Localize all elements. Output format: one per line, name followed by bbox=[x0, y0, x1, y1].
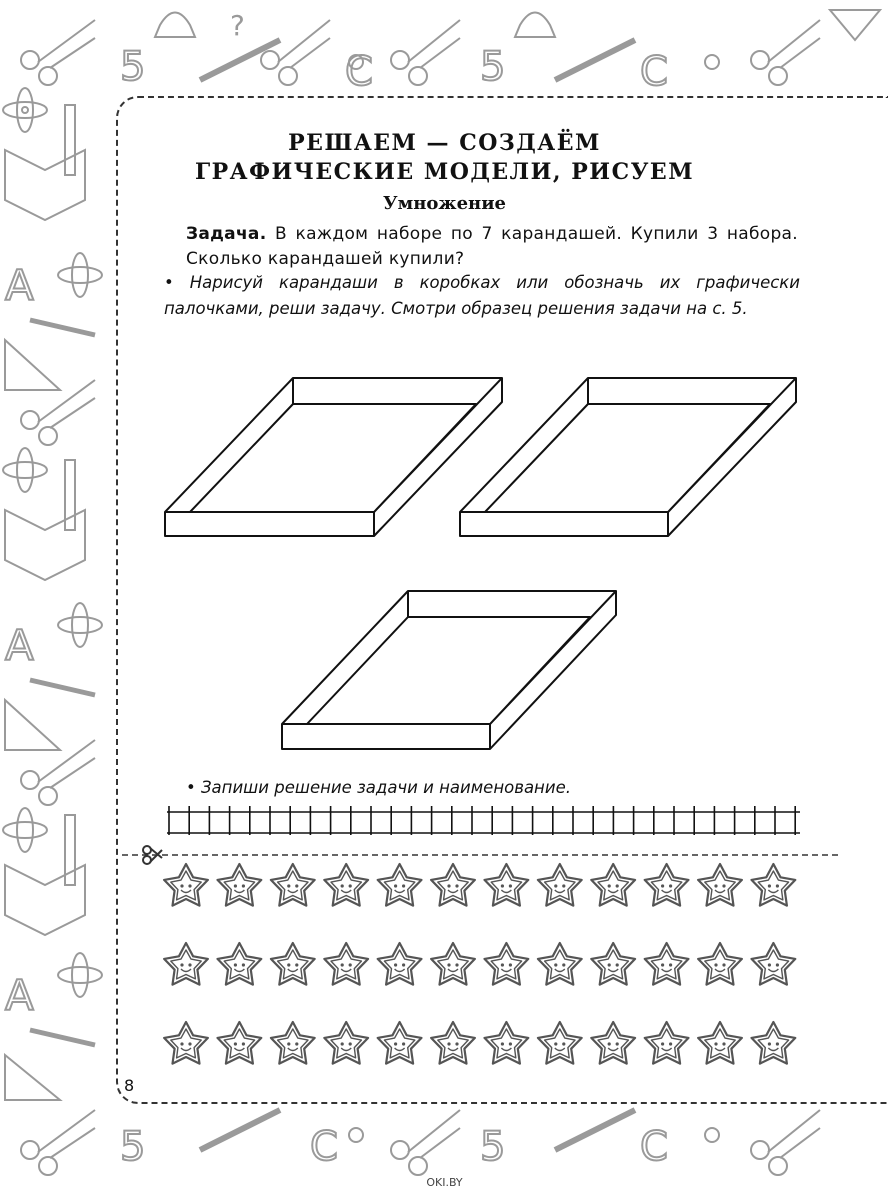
star-sticker[interactable] bbox=[538, 1022, 582, 1064]
star-sticker[interactable] bbox=[645, 943, 689, 985]
svg-text:A: A bbox=[5, 261, 34, 310]
page-title-line2: ГРАФИЧЕСКИЕ МОДЕЛИ, РИСУЕМ bbox=[194, 159, 695, 185]
star-sticker[interactable] bbox=[271, 864, 315, 906]
star-sticker[interactable] bbox=[378, 943, 422, 985]
star-sticker[interactable] bbox=[378, 1022, 422, 1064]
star-sticker[interactable] bbox=[324, 1022, 368, 1064]
svg-text:A: A bbox=[5, 971, 34, 1020]
svg-text:5: 5 bbox=[480, 1124, 506, 1170]
section-subtitle: Умножение bbox=[382, 193, 507, 214]
star-sticker[interactable] bbox=[698, 943, 742, 985]
star-sticker[interactable] bbox=[645, 864, 689, 906]
pencil-box-3[interactable] bbox=[282, 591, 616, 749]
star-sticker[interactable] bbox=[752, 864, 796, 906]
svg-text:5: 5 bbox=[480, 44, 506, 90]
answer-grid[interactable] bbox=[167, 806, 800, 835]
star-sticker[interactable] bbox=[431, 943, 475, 985]
star-sticker[interactable] bbox=[271, 943, 315, 985]
star-sticker[interactable] bbox=[218, 1022, 262, 1064]
star-sticker[interactable] bbox=[752, 943, 796, 985]
svg-text:C: C bbox=[640, 49, 668, 95]
star-sticker[interactable] bbox=[164, 943, 208, 985]
watermark: OKI.BY bbox=[426, 1176, 463, 1189]
star-sticker[interactable] bbox=[324, 943, 368, 985]
svg-text:C: C bbox=[310, 1124, 338, 1170]
page-number: 8 bbox=[124, 1076, 135, 1095]
svg-text:C: C bbox=[345, 49, 373, 95]
star-sticker[interactable] bbox=[591, 1022, 635, 1064]
star-sticker[interactable] bbox=[698, 1022, 742, 1064]
svg-text:5: 5 bbox=[120, 1124, 146, 1170]
star-sticker[interactable] bbox=[485, 943, 529, 985]
svg-text:?: ? bbox=[230, 9, 245, 42]
star-stickers bbox=[164, 864, 795, 1064]
star-sticker[interactable] bbox=[431, 1022, 475, 1064]
pencil-box-2[interactable] bbox=[460, 378, 796, 536]
svg-text:A: A bbox=[5, 621, 34, 670]
star-sticker[interactable] bbox=[218, 943, 262, 985]
pencil-box-1[interactable] bbox=[165, 378, 502, 536]
star-sticker[interactable] bbox=[698, 864, 742, 906]
star-sticker[interactable] bbox=[538, 943, 582, 985]
instruction-draw: • Нарисуй карандаши в коробках или обозначь их графически палочками, реши задачу. Смотри образец решения задачи на с. 5. bbox=[164, 273, 800, 318]
star-sticker[interactable] bbox=[164, 1022, 208, 1064]
instruction-write: • Запиши решение задачи и наименование. bbox=[186, 778, 571, 797]
star-sticker[interactable] bbox=[271, 1022, 315, 1064]
star-sticker[interactable] bbox=[485, 1022, 529, 1064]
star-sticker[interactable] bbox=[218, 864, 262, 906]
page-title-line1: РЕШАЕМ — СОЗДАЁМ bbox=[288, 130, 601, 156]
svg-text:C: C bbox=[640, 1124, 668, 1170]
star-sticker[interactable] bbox=[324, 864, 368, 906]
svg-text:5: 5 bbox=[120, 44, 146, 90]
star-sticker[interactable] bbox=[591, 943, 635, 985]
task-label: Задача. bbox=[186, 224, 267, 244]
star-sticker[interactable] bbox=[485, 864, 529, 906]
star-sticker[interactable] bbox=[645, 1022, 689, 1064]
star-sticker[interactable] bbox=[378, 864, 422, 906]
task-body: В каждом наборе по 7 карандашей. Купили 3 набора. Сколько карандашей купили? bbox=[186, 224, 798, 269]
star-sticker[interactable] bbox=[164, 864, 208, 906]
star-sticker[interactable] bbox=[538, 864, 582, 906]
star-sticker[interactable] bbox=[591, 864, 635, 906]
star-sticker[interactable] bbox=[752, 1022, 796, 1064]
star-sticker[interactable] bbox=[431, 864, 475, 906]
